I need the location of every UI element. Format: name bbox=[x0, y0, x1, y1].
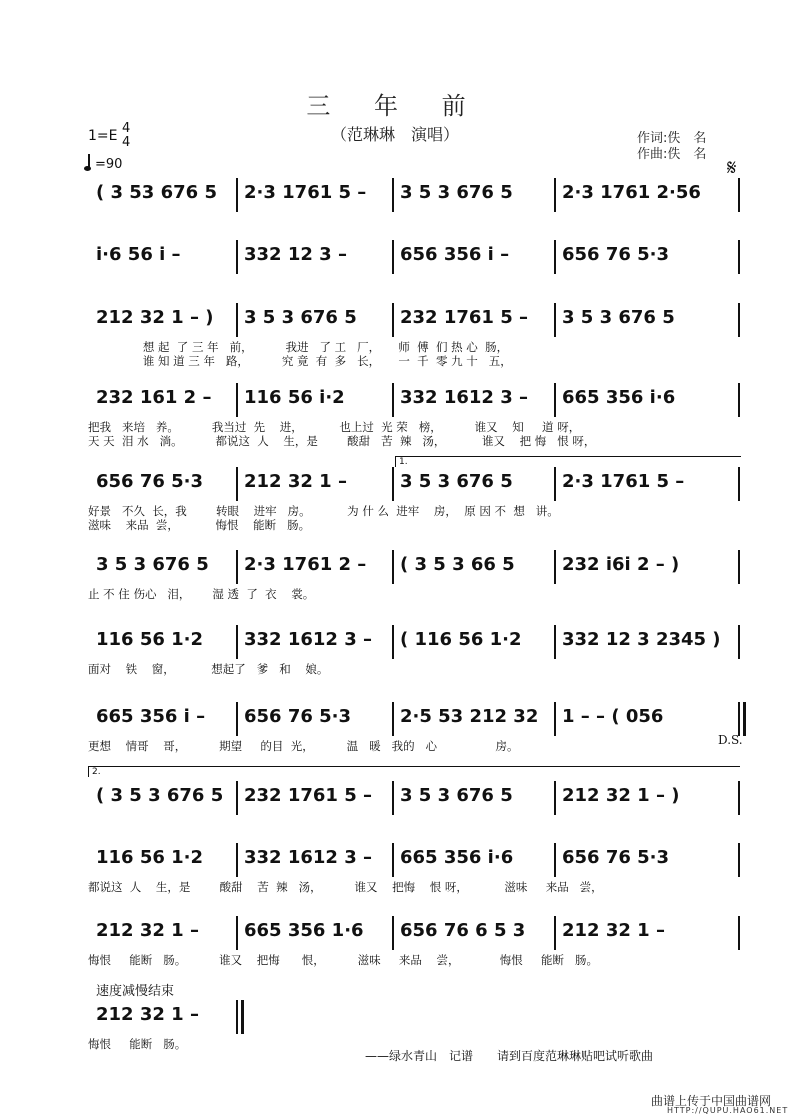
measure: 232 161 2 – bbox=[96, 387, 212, 408]
measure: 332 12 3 2345 ) bbox=[562, 629, 721, 650]
measure: 212 32 1 – bbox=[96, 1004, 199, 1025]
song-title: 三 年 前 bbox=[306, 92, 484, 120]
segno-icon: 𝄋 bbox=[727, 156, 737, 181]
measure: ( 3 5 3 676 5 bbox=[96, 785, 224, 806]
bar-line bbox=[236, 240, 238, 274]
staff-row bbox=[88, 781, 740, 813]
measure: 656 356 i – bbox=[400, 244, 510, 265]
measure: 332 1612 3 – bbox=[244, 847, 372, 868]
bar-line bbox=[236, 550, 238, 584]
bar-line bbox=[236, 843, 238, 877]
key-signature: 1=E bbox=[88, 128, 118, 144]
measure: 232 i6i 2 – ) bbox=[562, 554, 680, 575]
measure: 212 32 1 – ) bbox=[562, 785, 680, 806]
bar-line bbox=[392, 550, 394, 584]
bar-line bbox=[738, 702, 740, 736]
bar-line bbox=[554, 702, 556, 736]
bar-line bbox=[738, 383, 740, 417]
lyric-line: 把我 来培 养。 我当过 先 进， 也上过 光 荣 榜， 谁又 知 道 呀， bbox=[88, 420, 581, 434]
lyric-line: 更想 情哥 哥， 期望 的目 光， 温 暖 我的 心 房。 bbox=[88, 739, 519, 753]
measure: 656 76 6 5 3 bbox=[400, 920, 526, 941]
bar-line bbox=[236, 178, 238, 212]
bar-line bbox=[392, 178, 394, 212]
time-signature-top: 4 bbox=[122, 121, 131, 136]
measure: 2·5 53 212 32 bbox=[400, 706, 539, 727]
bar-line bbox=[236, 702, 238, 736]
final-bar-line bbox=[241, 1000, 244, 1034]
bar-line bbox=[392, 240, 394, 274]
bar-line bbox=[392, 702, 394, 736]
tempo-marking bbox=[88, 154, 122, 172]
measure: 2·3 1761 5 – bbox=[562, 471, 685, 492]
bar-line bbox=[236, 383, 238, 417]
lyric-line: 滋味 来品 尝， 悔恨 能断 肠。 bbox=[88, 518, 311, 532]
bar-line bbox=[554, 467, 556, 501]
volta-1: 1. bbox=[395, 456, 741, 467]
staff-row bbox=[88, 178, 740, 210]
measure: 3 5 3 676 5 bbox=[400, 785, 513, 806]
measure: 212 32 1 – ) bbox=[96, 307, 214, 328]
lyric-line: 好景 不久 长，我 转眼 进牢 房。 为 什 么 进牢 房， 原 因 不 想 讲。 bbox=[88, 504, 559, 518]
lyric-line: 想 起 了 三 年 前， 我进 了 工 厂， 师 傅 们 热 心 肠， bbox=[88, 340, 509, 354]
bar-line bbox=[236, 1000, 238, 1034]
lyric-line: 面对 铁 窗， 想起了 爹 和 娘。 bbox=[88, 662, 329, 676]
slowdown-instruction: 速度减慢结束 bbox=[96, 984, 175, 999]
bar-line bbox=[236, 916, 238, 950]
measure: 665 356 i·6 bbox=[400, 847, 514, 868]
measure: 3 5 3 676 5 bbox=[400, 182, 513, 203]
measure: 656 76 5·3 bbox=[96, 471, 204, 492]
measure: 665 356 1·6 bbox=[244, 920, 364, 941]
measure: 116 56 1·2 bbox=[96, 847, 204, 868]
time-signature-bottom: 4 bbox=[122, 135, 131, 150]
lyric-line: 都说这 人 生，是 酸甜 苦 辣 汤， 谁又 把悔 恨 呀， 滋味 来品 尝， bbox=[88, 880, 603, 894]
staff-row bbox=[88, 625, 740, 657]
measure: 656 76 5·3 bbox=[562, 244, 670, 265]
measure: 656 76 5·3 bbox=[562, 847, 670, 868]
measure: 2·3 1761 2 – bbox=[244, 554, 367, 575]
bar-line bbox=[392, 303, 394, 337]
bar-line bbox=[738, 916, 740, 950]
lyric-line: 谁 知 道 三 年 路， 究 竟 有 多 长， 一 千 零 九 十 五， bbox=[88, 354, 512, 368]
measure: 332 12 3 – bbox=[244, 244, 347, 265]
bar-line bbox=[392, 781, 394, 815]
lyric-line: 天 天 泪 水 淌。 都说这 人 生，是 酸甜 苦 辣 汤， 谁又 把 悔 恨 呀， bbox=[88, 434, 596, 448]
watermark-text: 曲谱上传于中国曲谱网 bbox=[651, 1094, 772, 1108]
measure: 665 356 i – bbox=[96, 706, 206, 727]
bar-line bbox=[392, 916, 394, 950]
measure: 2·3 1761 2·56 bbox=[562, 182, 701, 203]
measure: 3 5 3 676 5 bbox=[96, 554, 209, 575]
bar-line bbox=[392, 383, 394, 417]
bar-line bbox=[738, 178, 740, 212]
measure: 116 56 i·2 bbox=[244, 387, 345, 408]
measure: 656 76 5·3 bbox=[244, 706, 352, 727]
staff-row bbox=[88, 240, 740, 272]
bar-line bbox=[554, 916, 556, 950]
bar-line bbox=[554, 550, 556, 584]
bar-line bbox=[738, 303, 740, 337]
bar-line bbox=[738, 467, 740, 501]
bar-line bbox=[738, 625, 740, 659]
song-subtitle: （范琳琳 演唱） bbox=[330, 125, 459, 144]
staff-row bbox=[88, 1000, 740, 1032]
bar-line bbox=[392, 467, 394, 501]
lyric-line: 止 不 住 伤心 泪， 湿 透 了 衣 裳。 bbox=[88, 587, 315, 601]
lyric-line: 悔恨 能断 肠。 bbox=[88, 1037, 187, 1051]
bar-line bbox=[554, 781, 556, 815]
footer-note: ——绿水青山 记谱 请到百度范琳琳贴吧试听歌曲 bbox=[365, 1049, 654, 1063]
quarter-note-icon bbox=[88, 154, 95, 168]
staff-row bbox=[88, 383, 740, 415]
measure: i·6 56 i – bbox=[96, 244, 181, 265]
measure: 232 1761 5 – bbox=[244, 785, 372, 806]
bar-line bbox=[738, 240, 740, 274]
bar-line bbox=[236, 781, 238, 815]
bar-line bbox=[554, 843, 556, 877]
staff-row bbox=[88, 550, 740, 582]
bar-line bbox=[392, 625, 394, 659]
bar-line bbox=[236, 625, 238, 659]
final-bar-line bbox=[743, 702, 746, 736]
staff-row bbox=[88, 303, 740, 335]
measure: ( 3 5 3 66 5 bbox=[400, 554, 515, 575]
staff-row bbox=[88, 702, 740, 734]
measure: 212 32 1 – bbox=[96, 920, 199, 941]
bar-line bbox=[554, 178, 556, 212]
measure: ( 116 56 1·2 bbox=[400, 629, 522, 650]
time-signature bbox=[122, 122, 130, 150]
bar-line bbox=[738, 843, 740, 877]
measure: 332 1612 3 – bbox=[244, 629, 372, 650]
measure: 665 356 i·6 bbox=[562, 387, 676, 408]
bar-line bbox=[554, 625, 556, 659]
staff-row bbox=[88, 916, 740, 948]
volta-2: 2. bbox=[88, 766, 740, 777]
bar-line bbox=[554, 240, 556, 274]
ds-marking: D.S. bbox=[718, 733, 743, 747]
staff-row bbox=[88, 843, 740, 875]
bar-line bbox=[554, 303, 556, 337]
measure: 1 – – ( 056 bbox=[562, 706, 664, 727]
composer-credit: 作曲:佚 名 bbox=[637, 147, 707, 162]
measure: 116 56 1·2 bbox=[96, 629, 204, 650]
lyricist-credit: 作词:佚 名 bbox=[637, 131, 707, 146]
watermark-url: HTTP://QUPU.HAO61.NET bbox=[667, 1106, 789, 1115]
measure: 3 5 3 676 5 bbox=[244, 307, 357, 328]
measure: 332 1612 3 – bbox=[400, 387, 528, 408]
measure: ( 3 53 676 5 bbox=[96, 182, 217, 203]
bar-line bbox=[738, 550, 740, 584]
tempo-value: =90 bbox=[95, 157, 123, 172]
measure: 212 32 1 – bbox=[562, 920, 665, 941]
measure: 3 5 3 676 5 bbox=[400, 471, 513, 492]
measure: 212 32 1 – bbox=[244, 471, 347, 492]
staff-row bbox=[88, 467, 740, 499]
measure: 2·3 1761 5 – bbox=[244, 182, 367, 203]
bar-line bbox=[554, 383, 556, 417]
lyric-line: 悔恨 能断 肠。 谁又 把悔 恨， 滋味 来品 尝， 悔恨 能断 肠。 bbox=[88, 953, 598, 967]
measure: 3 5 3 676 5 bbox=[562, 307, 675, 328]
bar-line bbox=[738, 781, 740, 815]
bar-line bbox=[236, 303, 238, 337]
bar-line bbox=[236, 467, 238, 501]
bar-line bbox=[392, 843, 394, 877]
measure: 232 1761 5 – bbox=[400, 307, 528, 328]
